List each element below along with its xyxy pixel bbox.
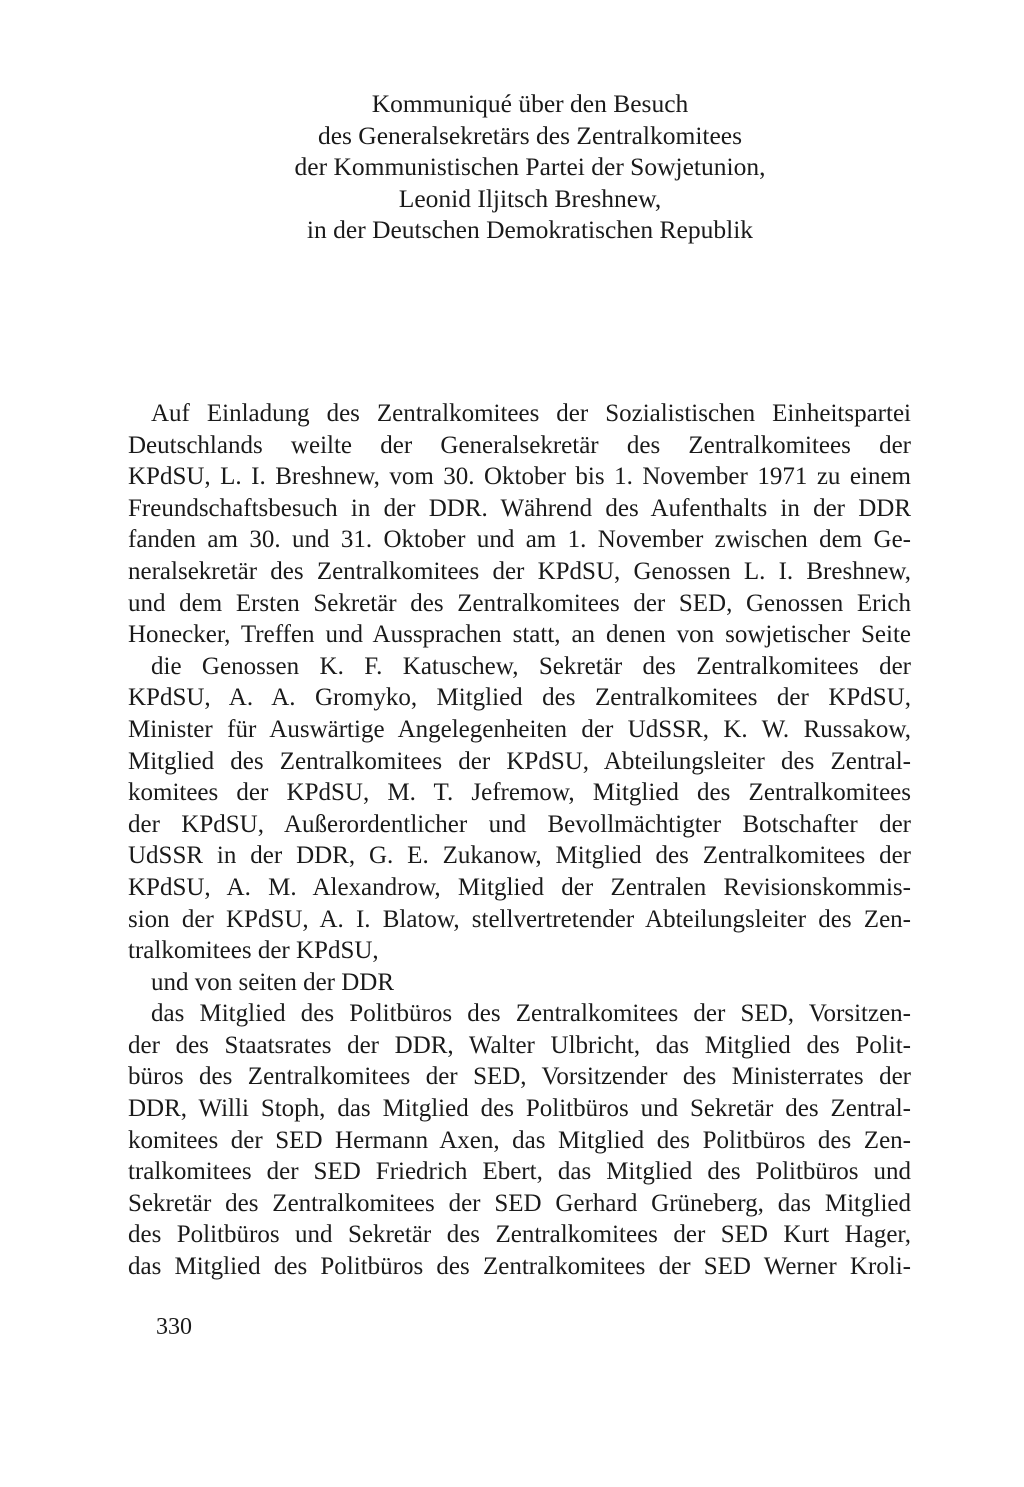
body-line: Mitglied des Zentralkomitees der KPdSU, Abteilungsleiter des Zentral- [128, 747, 911, 775]
body-line: DDR, Willi Stoph, das Mitglied des Politbüros und Sekretär des Zentral- [128, 1095, 911, 1123]
body-line: Auf Einladung des Zentralkomitees der Sozialistischen Einheitspartei [151, 400, 911, 427]
body-line: die Genossen K. F. Katuschew, Sekretär des Zentralkomitees der [151, 652, 911, 680]
body-line: und von seiten der DDR [151, 968, 395, 996]
body-line: das Mitglied des Politbüros des Zentralkomitees der SED Werner Kroli- [128, 1253, 911, 1281]
body-line: fanden am 30. und 31. Oktober und am 1. November zwischen dem Ge- [128, 526, 911, 554]
document-title [180, 88, 880, 246]
body-line: der des Staatsrates der DDR, Walter Ulbricht, das Mitglied des Polit- [128, 1031, 911, 1059]
body-line: das Mitglied des Politbüros des Zentralkomitees der SED, Vorsitzen- [151, 1000, 911, 1028]
body-line: Freundschaftsbesuch in der DDR. Während des Aufenthalts in der DDR [128, 494, 911, 522]
body-line: komitees der SED Hermann Axen, das Mitglied des Politbüros des Zen- [128, 1126, 911, 1154]
title-line: Leonid Iljitsch Breshnew, [398, 183, 662, 213]
body-line: neralsekretär des Zentralkomitees der KPdSU, Genossen L. I. Breshnew, [128, 557, 911, 585]
body-line: komitees der KPdSU, M. T. Jefremow, Mitglied des Zentralkomitees [128, 779, 911, 807]
body-line: UdSSR in der DDR, G. E. Zukanow, Mitglied des Zentralkomitees der [128, 842, 911, 870]
body-line: des Politbüros und Sekretär des Zentralkomitees der SED Kurt Hager, [128, 1221, 911, 1249]
body-line: KPdSU, A. A. Gromyko, Mitglied des Zentralkomitees der KPdSU, [128, 684, 911, 712]
title-line: in der Deutschen Demokratischen Republik [306, 215, 754, 244]
body-line: KPdSU, L. I. Breshnew, vom 30. Oktober bis 1. November 1971 zu einem [128, 463, 911, 491]
page-number: 330 [156, 1314, 192, 1340]
body-line: Deutschlands weilte der Generalsekretär des Zentralkomitees der [128, 431, 911, 459]
body-line: Honecker, Treffen und Aussprachen statt, an denen von sowjetischer Seite [128, 621, 911, 649]
title-line: des Generalsekretärs des Zentralkomitees [317, 120, 743, 150]
body-line: büros des Zentralkomitees der SED, Vorsitzender des Ministerrates der [128, 1063, 911, 1091]
body-line: tralkomitees der KPdSU, [128, 937, 379, 965]
title-line: der Kommunistischen Partei der Sowjetunion, [294, 152, 766, 181]
body-line: und dem Ersten Sekretär des Zentralkomitees der SED, Genossen Erich [128, 589, 911, 617]
body-line: der KPdSU, Außerordentlicher und Bevollmächtigter Botschafter der [128, 810, 911, 838]
body-text [128, 398, 911, 1283]
body-line: KPdSU, A. M. Alexandrow, Mitglied der Zentralen Revisionskommis- [128, 873, 911, 901]
body-line: tralkomitees der SED Friedrich Ebert, das Mitglied des Politbüros und [128, 1158, 911, 1186]
body-line: Sekretär des Zentralkomitees der SED Gerhard Grüneberg, das Mitglied [128, 1189, 911, 1217]
body-line: Minister für Auswärtige Angelegenheiten der UdSSR, K. W. Russakow, [128, 715, 911, 743]
title-line: Kommuniqué über den Besuch [371, 89, 689, 118]
body-line: sion der KPdSU, A. I. Blatow, stellvertretender Abteilungsleiter des Zen- [128, 905, 911, 933]
